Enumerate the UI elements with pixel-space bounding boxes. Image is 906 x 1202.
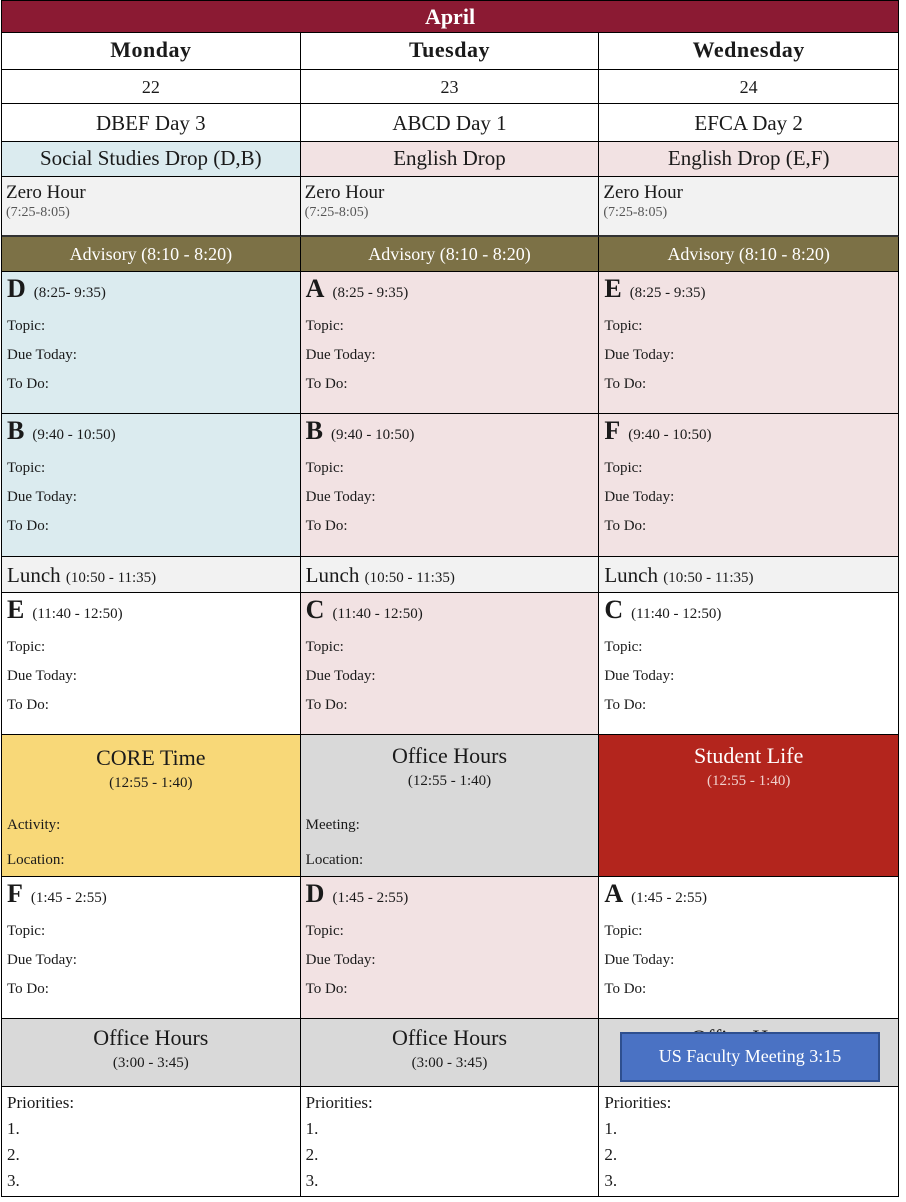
due-today-label: Due Today: — [305, 952, 376, 968]
to-do-label: To Do: — [604, 697, 647, 713]
to-do-label: To Do: — [7, 981, 49, 997]
block-time: (9:40 - 10:50) — [331, 427, 415, 443]
due-today-label: Due Today: — [7, 668, 77, 684]
zero-hour-tuesday — [301, 177, 600, 237]
rotation-monday: DBEF Day 3 — [2, 104, 301, 142]
priority-1: 1. — [7, 1119, 20, 1138]
block-2-wednesday — [599, 414, 899, 557]
block-letter: C — [604, 595, 624, 624]
block-1-tuesday — [301, 272, 600, 414]
day-name-row — [1, 33, 899, 70]
block-letter: A — [604, 879, 624, 908]
to-do-label: To Do: — [604, 376, 647, 392]
advisory-wednesday: Advisory (8:10 - 8:20) — [599, 237, 899, 272]
lunch-label: Lunch — [604, 563, 658, 587]
topic-label: Topic: — [7, 923, 46, 939]
drop-wednesday: English Drop (E,F) — [599, 142, 899, 177]
block-letter: B — [305, 416, 324, 445]
block-3-tuesday — [301, 593, 600, 735]
end-office-hours-tuesday — [301, 1019, 600, 1087]
lunch-tuesday — [301, 557, 600, 593]
due-today-label: Due Today: — [305, 668, 376, 684]
topic-label: Topic: — [305, 318, 344, 334]
priorities-row — [1, 1087, 899, 1197]
zero-hour-monday — [2, 177, 301, 237]
priorities-label: Priorities: — [7, 1093, 75, 1112]
lunch-row — [1, 557, 899, 593]
month-header: April — [1, 0, 899, 33]
block-letter: D — [7, 274, 26, 303]
rotation-wednesday: EFCA Day 2 — [599, 104, 899, 142]
office-hours-time: (3:00 - 3:45) — [112, 1055, 189, 1071]
advisory-monday: Advisory (8:10 - 8:20) — [2, 237, 301, 272]
day-name-wednesday: Wednesday — [599, 33, 899, 70]
topic-label: Topic: — [604, 923, 643, 939]
zero-hour-wednesday — [599, 177, 899, 237]
block-3-monday — [2, 593, 301, 735]
block-letter: E — [604, 274, 622, 303]
block-3-wednesday — [599, 593, 899, 735]
to-do-label: To Do: — [604, 981, 647, 997]
priority-2: 2. — [7, 1145, 20, 1164]
priority-3: 3. — [7, 1171, 20, 1190]
block-time: (11:40 - 12:50) — [32, 606, 123, 622]
office-hours-tuesday — [301, 735, 600, 877]
lunch-time: (10:50 - 11:35) — [65, 570, 157, 586]
core-time-time: (12:55 - 1:40) — [109, 775, 193, 791]
block-time: (1:45 - 2:55) — [332, 890, 409, 906]
block-2-monday — [2, 414, 301, 557]
due-today-label: Due Today: — [305, 347, 376, 363]
due-today-label: Due Today: — [305, 489, 376, 505]
block-time: (8:25 - 9:35) — [332, 285, 409, 301]
office-hours-title: Office Hours — [391, 743, 508, 768]
block-letter: C — [305, 595, 325, 624]
priorities-label: Priorities: — [604, 1093, 672, 1112]
topic-label: Topic: — [305, 460, 344, 476]
block-time: (11:40 - 12:50) — [332, 606, 423, 622]
block-1-wednesday — [599, 272, 899, 414]
topic-label: Topic: — [7, 639, 46, 655]
office-hours-title: Office Hours — [391, 1025, 508, 1050]
rotation-row — [1, 104, 899, 142]
office-hours-time: (3:00 - 3:45) — [411, 1055, 488, 1071]
topic-label: Topic: — [7, 460, 46, 476]
block-letter: B — [7, 416, 25, 445]
priorities-monday — [2, 1087, 301, 1197]
office-hours-title: Office Hours — [93, 1025, 209, 1050]
student-life-wednesday — [599, 735, 899, 877]
priorities-wednesday — [599, 1087, 899, 1197]
block-4-row — [1, 877, 899, 1019]
block-1-row — [1, 272, 899, 414]
lunch-wednesday — [599, 557, 899, 593]
due-today-label: Due Today: — [604, 952, 675, 968]
end-office-hours-monday — [2, 1019, 301, 1087]
topic-label: Topic: — [604, 460, 643, 476]
core-time-monday — [2, 735, 301, 877]
priority-1: 1. — [305, 1119, 319, 1138]
lunch-time: (10:50 - 11:35) — [663, 570, 754, 586]
due-today-label: Due Today: — [604, 668, 675, 684]
topic-label: Topic: — [305, 923, 344, 939]
rotation-tuesday: ABCD Day 1 — [301, 104, 600, 142]
to-do-label: To Do: — [305, 697, 348, 713]
date-tuesday: 23 — [301, 70, 600, 104]
lunch-monday — [2, 557, 301, 593]
block-4-wednesday — [599, 877, 899, 1019]
priority-2: 2. — [305, 1145, 319, 1164]
to-do-label: To Do: — [305, 981, 348, 997]
advisory-row — [1, 237, 899, 272]
zero-hour-time: (7:25-8:05) — [304, 205, 369, 220]
priority-1: 1. — [604, 1119, 618, 1138]
lunch-label: Lunch — [305, 563, 360, 587]
student-life-time: (12:55 - 1:40) — [707, 773, 791, 789]
zero-hour-time: (7:25-8:05) — [603, 205, 668, 220]
block-4-monday — [2, 877, 301, 1019]
meeting-label: Meeting: — [305, 817, 360, 833]
activity-label: Activity: — [7, 817, 61, 833]
drop-monday: Social Studies Drop (D,B) — [2, 142, 301, 177]
topic-label: Topic: — [604, 318, 643, 334]
block-4-tuesday — [301, 877, 600, 1019]
zero-hour-title: Zero Hour — [603, 182, 684, 203]
priorities-tuesday — [301, 1087, 600, 1197]
to-do-label: To Do: — [604, 518, 647, 534]
due-today-label: Due Today: — [7, 347, 77, 363]
location-label: Location: — [7, 852, 65, 868]
zero-hour-title: Zero Hour — [6, 182, 86, 203]
block-2-row — [1, 414, 899, 557]
date-wednesday: 24 — [599, 70, 899, 104]
block-time: (9:40 - 10:50) — [628, 427, 712, 443]
drop-tuesday: English Drop — [301, 142, 600, 177]
location-label: Location: — [305, 852, 364, 868]
block-1-monday — [2, 272, 301, 414]
topic-label: Topic: — [7, 318, 46, 334]
priority-2: 2. — [604, 1145, 618, 1164]
priorities-label: Priorities: — [305, 1093, 373, 1112]
date-row — [1, 70, 899, 104]
block-time: (1:45 - 2:55) — [30, 890, 107, 906]
block-time: (11:40 - 12:50) — [631, 606, 722, 622]
due-today-label: Due Today: — [7, 489, 77, 505]
to-do-label: To Do: — [305, 376, 348, 392]
block-letter: F — [604, 416, 621, 445]
topic-label: Topic: — [604, 639, 643, 655]
block-time: (8:25 - 9:35) — [629, 285, 706, 301]
to-do-label: To Do: — [305, 518, 348, 534]
advisory-tuesday: Advisory (8:10 - 8:20) — [301, 237, 600, 272]
date-monday: 22 — [2, 70, 301, 104]
student-life-title: Student Life — [693, 743, 804, 768]
drop-row — [1, 142, 899, 177]
office-hours-time: (12:55 - 1:40) — [407, 773, 492, 789]
midday-row — [1, 735, 899, 877]
zero-hour-time: (7:25-8:05) — [6, 205, 70, 220]
faculty-meeting-callout[interactable]: US Faculty Meeting 3:15 — [620, 1032, 880, 1082]
block-letter: A — [305, 274, 325, 303]
block-time: (1:45 - 2:55) — [631, 890, 707, 906]
priority-3: 3. — [604, 1171, 618, 1190]
block-time: (9:40 - 10:50) — [32, 427, 116, 443]
due-today-label: Due Today: — [604, 489, 675, 505]
lunch-time: (10:50 - 11:35) — [364, 570, 455, 586]
due-today-label: Due Today: — [604, 347, 675, 363]
day-name-tuesday: Tuesday — [301, 33, 600, 70]
to-do-label: To Do: — [7, 697, 49, 713]
zero-hour-row — [1, 177, 899, 237]
core-time-title: CORE Time — [96, 745, 206, 770]
weekly-planner — [1, 0, 899, 1197]
block-letter: F — [7, 879, 23, 908]
day-name-monday: Monday — [2, 33, 301, 70]
priority-3: 3. — [305, 1171, 319, 1190]
block-3-row — [1, 593, 899, 735]
to-do-label: To Do: — [7, 518, 49, 534]
block-letter: D — [305, 879, 325, 908]
block-time: (8:25- 9:35) — [33, 285, 106, 301]
zero-hour-title: Zero Hour — [304, 182, 385, 203]
topic-label: Topic: — [305, 639, 344, 655]
due-today-label: Due Today: — [7, 952, 77, 968]
to-do-label: To Do: — [7, 376, 49, 392]
block-letter: E — [7, 595, 25, 624]
block-2-tuesday — [301, 414, 600, 557]
lunch-label: Lunch — [7, 563, 61, 587]
